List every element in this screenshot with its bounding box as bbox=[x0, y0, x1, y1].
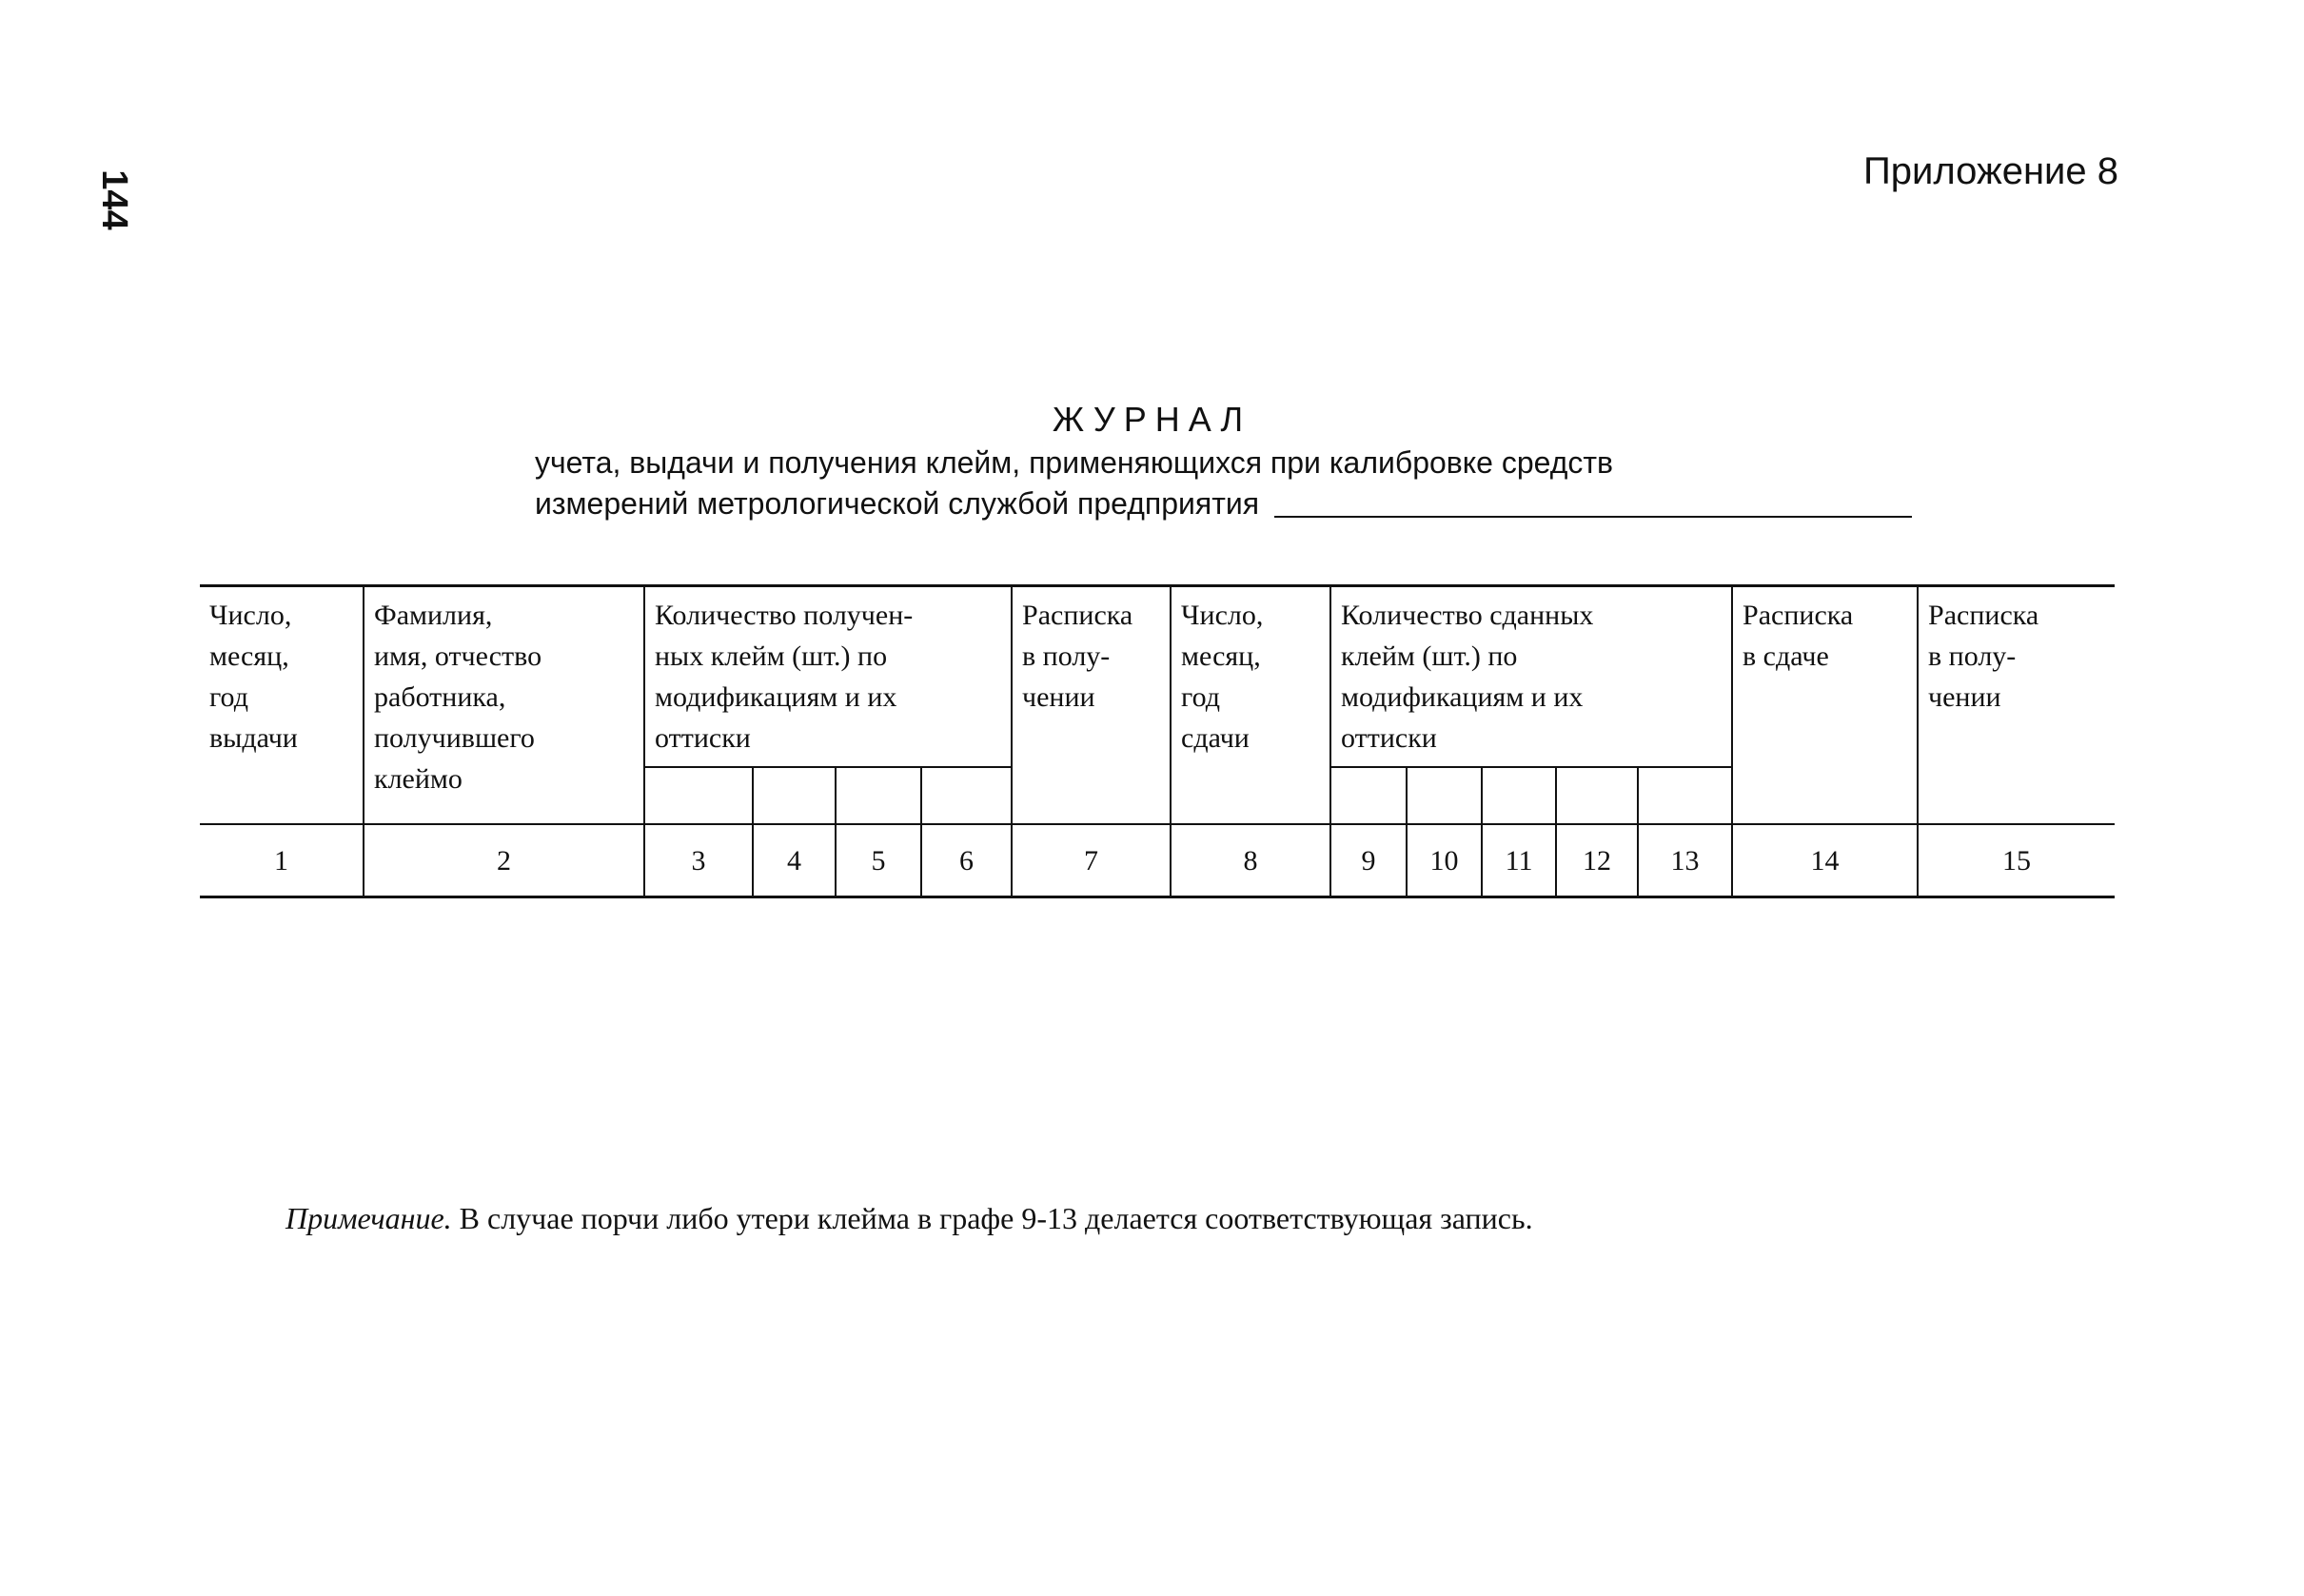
header-line: ных клейм (шт.) по bbox=[655, 640, 888, 672]
header-line: год bbox=[1181, 681, 1220, 713]
header-line: Расписка bbox=[1743, 600, 1854, 631]
column-number: 4 bbox=[753, 824, 836, 897]
header-line: Число, bbox=[1181, 600, 1264, 631]
column-number: 2 bbox=[364, 824, 644, 897]
header-line: Расписка bbox=[1022, 600, 1133, 631]
header-line: получившего bbox=[374, 722, 535, 754]
column-number: 10 bbox=[1407, 824, 1482, 897]
note-text: В случае порчи либо утери клейма в графе 9-13 делается соответствующая запись. bbox=[459, 1201, 1533, 1235]
footnote bbox=[286, 1201, 1533, 1236]
subcolumn-received-3 bbox=[836, 767, 921, 824]
column-number: 9 bbox=[1330, 824, 1407, 897]
header-employee bbox=[364, 586, 644, 825]
header-line: оттиски bbox=[655, 722, 751, 754]
header-return-date bbox=[1171, 586, 1330, 825]
header-receipt-signature-2 bbox=[1918, 586, 2115, 825]
subcolumn-returned-5 bbox=[1638, 767, 1732, 824]
header-line: Количество получен- bbox=[655, 600, 914, 631]
subtitle-line-1: учета, выдачи и получения клейм, применяющихся при калибровке средств bbox=[535, 445, 1614, 480]
subtitle-line-2 bbox=[535, 483, 1912, 524]
column-number: 13 bbox=[1638, 824, 1732, 897]
header-line: клейм (шт.) по bbox=[1341, 640, 1518, 672]
header-line: чении bbox=[1022, 681, 1095, 713]
subcolumn-returned-4 bbox=[1556, 767, 1638, 824]
header-line: клеймо bbox=[374, 763, 463, 795]
journal-title: ЖУРНАЛ bbox=[1052, 400, 1252, 439]
page-number: 144 bbox=[94, 169, 134, 230]
header-line: в полу- bbox=[1022, 640, 1111, 672]
header-line: работника, bbox=[374, 681, 506, 713]
column-number: 14 bbox=[1732, 824, 1918, 897]
column-number: 1 bbox=[200, 824, 364, 897]
column-number: 6 bbox=[921, 824, 1012, 897]
header-line: Расписка bbox=[1928, 600, 2039, 631]
header-line: модификациям и их bbox=[1341, 681, 1584, 713]
subcolumn-returned-3 bbox=[1482, 767, 1556, 824]
header-line: сдачи bbox=[1181, 722, 1250, 754]
header-line: Число, bbox=[209, 600, 292, 631]
header-line: модификациям и их bbox=[655, 681, 897, 713]
header-line: оттиски bbox=[1341, 722, 1437, 754]
column-number: 8 bbox=[1171, 824, 1330, 897]
subcolumn-received-1 bbox=[644, 767, 753, 824]
header-receipt-signature bbox=[1012, 586, 1171, 825]
subtitle-line-2-text: измерений метрологической службой предприятия bbox=[535, 486, 1260, 521]
column-number: 3 bbox=[644, 824, 753, 897]
header-line: год bbox=[209, 681, 248, 713]
appendix-label: Приложение 8 bbox=[1863, 150, 2118, 192]
header-line: в сдаче bbox=[1743, 640, 1829, 672]
subcolumn-received-4 bbox=[921, 767, 1012, 824]
header-row bbox=[200, 586, 2115, 768]
header-returned-count bbox=[1330, 586, 1732, 768]
header-line: чении bbox=[1928, 681, 2001, 713]
note-label: Примечание. bbox=[286, 1201, 452, 1235]
column-number: 7 bbox=[1012, 824, 1171, 897]
column-number: 12 bbox=[1556, 824, 1638, 897]
column-number-row bbox=[200, 824, 2115, 897]
header-line: выдачи bbox=[209, 722, 298, 754]
header-received-count bbox=[644, 586, 1012, 768]
header-issue-date bbox=[200, 586, 364, 825]
column-number: 5 bbox=[836, 824, 921, 897]
header-line: Количество сданных bbox=[1341, 600, 1594, 631]
header-line: в полу- bbox=[1928, 640, 2017, 672]
header-return-signature bbox=[1732, 586, 1918, 825]
enterprise-name-blank bbox=[1274, 516, 1912, 518]
header-line: месяц, bbox=[209, 640, 289, 672]
header-line: месяц, bbox=[1181, 640, 1261, 672]
subcolumn-received-2 bbox=[753, 767, 836, 824]
journal-table bbox=[200, 584, 2115, 898]
column-number: 15 bbox=[1918, 824, 2115, 897]
journal-subtitle bbox=[535, 443, 1912, 524]
subcolumn-returned-2 bbox=[1407, 767, 1482, 824]
header-line: имя, отчество bbox=[374, 640, 542, 672]
subcolumn-returned-1 bbox=[1330, 767, 1407, 824]
column-number: 11 bbox=[1482, 824, 1556, 897]
header-line: Фамилия, bbox=[374, 600, 493, 631]
